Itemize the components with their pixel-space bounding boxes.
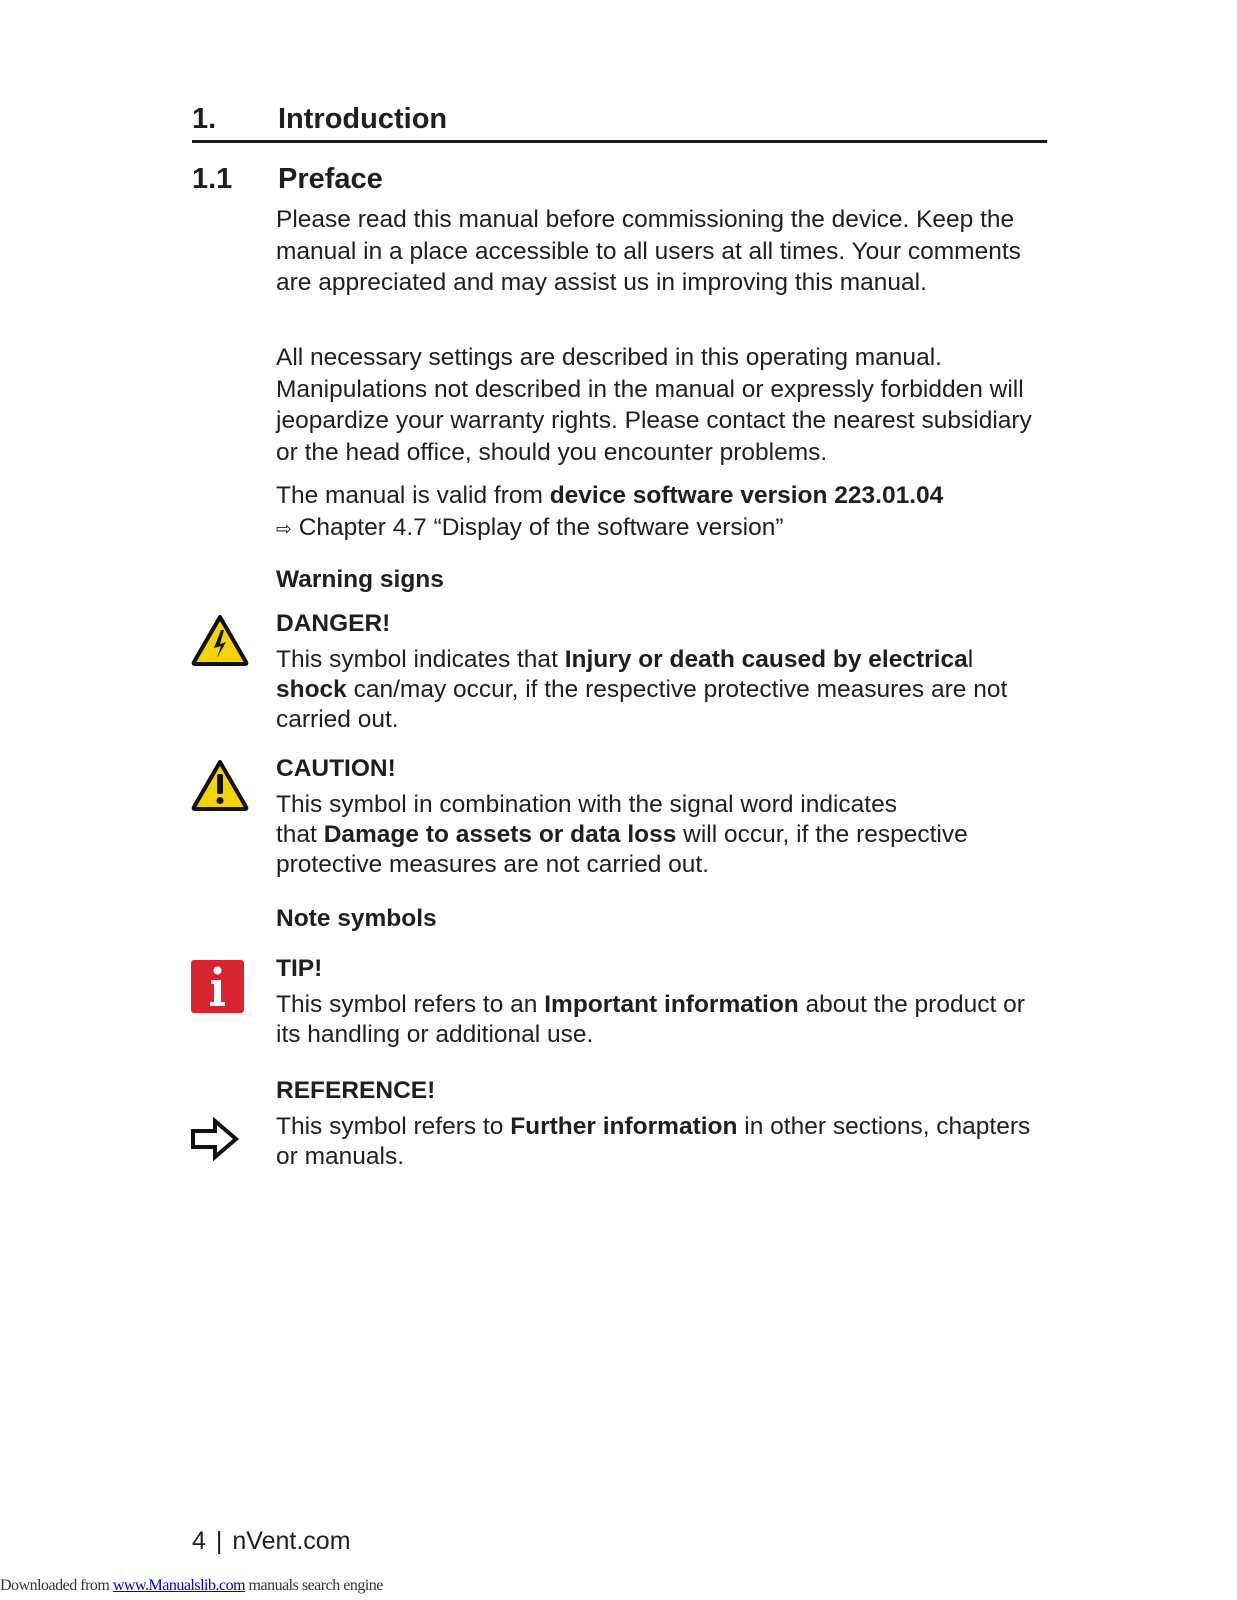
preface-paragraph-2: All necessary settings are described in this operating manual. Manipulations not described in the manual or expressly forbidden will jeopardize your warranty rights. Please contact the nearest subsidiary or the head office, should you encounter problems.	[276, 344, 1032, 466]
section-number: 1.1	[192, 163, 233, 195]
note-symbols-heading: Note symbols	[276, 905, 437, 932]
chapter-reference-link[interactable]: Chapter 4.7 “Display of the software version”	[298, 513, 784, 541]
chapter-title: Introduction	[278, 103, 448, 135]
danger-description: This symbol indicates that Injury or death caused by electrical shock can/may occur, if the respective protective measures are not carried out.	[276, 646, 1008, 733]
warning-signs-heading: Warning signs	[276, 566, 444, 593]
info-icon	[191, 960, 244, 1013]
footer-separator: |	[215, 1527, 223, 1555]
validity-text: The manual is valid from	[276, 482, 550, 509]
reference-description: This symbol refers to Further information in other sections, chapters or manuals.	[276, 1113, 1031, 1170]
tip-signal-word: TIP!	[276, 955, 323, 982]
electric-hazard-icon	[190, 613, 250, 668]
reference-signal-word: REFERENCE!	[276, 1077, 436, 1104]
chapter-heading	[192, 100, 1047, 143]
software-version: device software version 223.01.04	[549, 482, 944, 509]
caution-icon	[190, 758, 250, 813]
footer-site: nVent.com	[232, 1527, 351, 1555]
danger-signal-word: DANGER!	[276, 610, 391, 637]
page-footer	[192, 1527, 351, 1556]
chapter-number: 1.	[192, 103, 217, 135]
section-title: Preface	[278, 163, 383, 195]
reference-arrow-small-icon: ⇨	[276, 517, 292, 540]
download-notice: Downloaded from www.Manualslib.com manuals search engine	[0, 1577, 383, 1594]
caution-description: This symbol in combination with the signal word indicates that Damage to assets or data loss will occur, if the respective protective measures are not carried out.	[276, 791, 968, 878]
caution-signal-word: CAUTION!	[276, 755, 396, 782]
preface-paragraph-1: Please read this manual before commissioning the device. Keep the manual in a place accessible to all users at all times. Your comments are appreciated and may assist us in improving this manual.	[276, 206, 1021, 296]
manualslib-link[interactable]: www.Manualslib.com	[112, 1577, 246, 1594]
arrow-right-icon	[190, 1117, 240, 1161]
page-number: 4	[192, 1527, 206, 1555]
preface-paragraph-3	[276, 480, 1046, 545]
section-heading	[192, 160, 1047, 200]
tip-description: This symbol refers to an Important information about the product or its handling or additional use.	[276, 991, 1025, 1048]
